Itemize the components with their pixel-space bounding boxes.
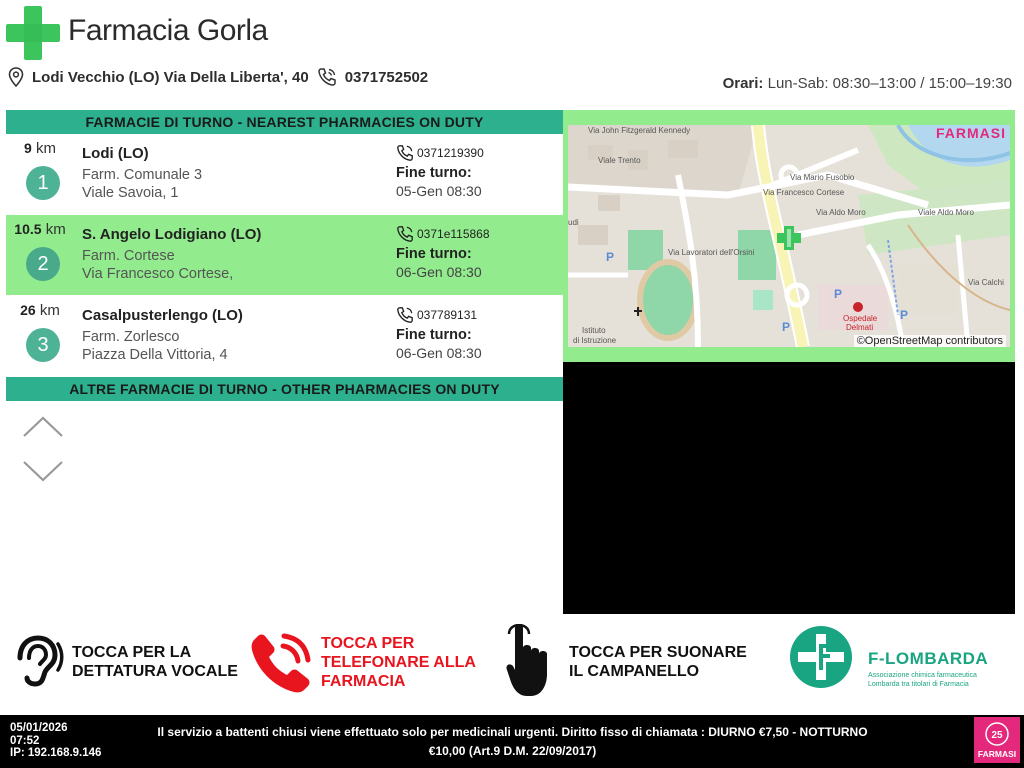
map-street-label: Via Francesco Cortese <box>763 188 845 197</box>
other-pharmacies-header: ALTRE FARMACIE DI TURNO - OTHER PHARMACIES ON DUTY <box>6 377 563 401</box>
video-area <box>563 362 1015 614</box>
pharmacy-street: Piazza Della Vittoria, 4 <box>82 347 228 363</box>
f-lombarda-sub: Associazione chimica farmaceutica <box>868 672 977 679</box>
footer-notice <box>150 723 875 761</box>
end-shift-value: 05-Gen 08:30 <box>396 183 482 199</box>
pharmacy-name: Farm. Cortese <box>82 248 175 264</box>
map-street-label: udi <box>568 218 579 227</box>
map-street-label: Viale Trento <box>598 156 641 165</box>
map-street-label: Via Mario Fusobio <box>790 173 855 182</box>
map-tiles <box>568 125 1010 347</box>
footer <box>0 715 1024 768</box>
pharmacy-phone-number: 0371219390 <box>417 146 484 160</box>
footer-notice-line: Il servizio a battenti chiusi viene effettuato solo per medicinali urgenti. Diritto fisso di chiamata : DIURNO €7,50 - NOTTURNO <box>157 725 868 739</box>
distance-value: 26 <box>20 302 36 318</box>
pharmacy-row-2[interactable] <box>6 215 563 295</box>
phone-icon <box>396 225 414 243</box>
parking-icon: P <box>900 308 909 322</box>
bell-label-line: IL CAMPANELLO <box>569 663 700 680</box>
pharmacy-phone[interactable] <box>396 225 490 243</box>
end-shift-label: Fine turno: <box>396 246 472 262</box>
index-badge: 2 <box>26 247 60 281</box>
phone-number: 0371752502 <box>344 68 429 86</box>
map-poi-label: Ospedale <box>843 314 878 323</box>
hours-value: Lun-Sab: 08:30–13:00 / 15:00–19:30 <box>767 75 1012 92</box>
distance <box>14 140 66 157</box>
f-lombarda-emblem-icon <box>788 624 858 694</box>
scroll-up-button[interactable] <box>22 414 64 438</box>
f-lombarda-logo <box>788 622 1008 692</box>
voice-dictation-label <box>72 643 238 681</box>
distance-value: 9 <box>24 140 32 156</box>
phone-icon <box>396 144 414 162</box>
pharmacy-name: Farm. Comunale 3 <box>82 167 203 183</box>
footer-status <box>10 722 101 760</box>
parking-icon: P <box>834 287 843 301</box>
address-bar <box>8 66 428 88</box>
voice-label-line: TOCCA PER LA <box>72 644 192 661</box>
footer-date: 05/01/2026 <box>10 722 68 734</box>
f-lombarda-sub: Lombarda tra titolari di Farmacia <box>868 681 969 688</box>
farmasi-logo <box>974 717 1020 763</box>
pharmacy-town: S. Angelo Lodigiano (LO) <box>82 226 262 243</box>
chevron-down-icon <box>22 460 64 484</box>
map-street-label: Via Calchi <box>968 278 1004 287</box>
touch-hand-icon <box>505 624 561 700</box>
phone-icon <box>396 306 414 324</box>
distance <box>14 221 66 238</box>
map-poi-label: di Istruzione <box>573 336 617 345</box>
parking-icon: P <box>782 320 791 334</box>
nearest-pharmacies-header: FARMACIE DI TURNO - NEAREST PHARMACIES ON DUTY <box>6 110 563 134</box>
address-text: Lodi Vecchio (LO) Via Della Liberta', 40 <box>32 68 309 86</box>
index-badge: 1 <box>26 166 60 200</box>
opening-hours <box>723 75 1012 92</box>
pharmacy-phone-number: 0371e115868 <box>417 227 490 241</box>
pharmacy-cross-logo <box>6 6 60 60</box>
end-shift-value: 06-Gen 08:30 <box>396 264 482 280</box>
distance <box>14 302 66 319</box>
distance-unit: km <box>45 221 66 238</box>
map-street-label: Via John Fitzgerald Kennedy <box>588 126 691 135</box>
bell-label-line: TOCCA PER SUONARE <box>569 644 747 661</box>
pharmacy-name: Farm. Zorlesco <box>82 329 180 345</box>
map-street-label: Via Lavoratori dell'Orsini <box>668 248 755 257</box>
end-shift-label: Fine turno: <box>396 165 472 181</box>
voice-label-line: DETTATURA VOCALE <box>72 663 238 680</box>
map-street-label: Viale Aldo Moro <box>918 208 974 217</box>
pharmacy-phone[interactable] <box>396 306 477 324</box>
call-label-line: TOCCA PER <box>321 634 415 652</box>
pharmacy-phone-number: 037789131 <box>417 308 478 322</box>
pharmacy-street: Via Francesco Cortese, <box>82 266 234 282</box>
map-poi-label: Delmati <box>846 323 874 332</box>
farmasi-logo-text: FARMASI <box>977 749 1017 759</box>
farmasi-logo-number: 25 <box>991 730 1003 741</box>
hours-label: Orari: <box>722 75 764 92</box>
call-pharmacy-button[interactable] <box>248 622 476 702</box>
map-attribution[interactable]: ©OpenStreetMap contributors <box>854 335 1006 347</box>
pharmacy-row-1[interactable] <box>6 134 563 214</box>
footer-time: 07:52 <box>10 734 40 747</box>
ring-bell-button[interactable] <box>505 622 747 702</box>
phone-ringing-icon <box>248 628 316 696</box>
pharmacy-name: Farmacia Gorla <box>68 14 268 47</box>
call-label-line: FARMACIA <box>321 672 406 690</box>
location-pin-icon <box>8 67 24 87</box>
pharmacy-row-3[interactable] <box>6 296 563 376</box>
end-shift-value: 06-Gen 08:30 <box>396 345 482 361</box>
scroll-down-button[interactable] <box>22 460 64 484</box>
map-street-label: Via Aldo Moro <box>816 208 866 217</box>
chevron-up-icon <box>22 414 64 438</box>
farmasi-map-brand: FARMASI <box>936 125 1006 141</box>
pharmacy-town: Lodi (LO) <box>82 145 149 162</box>
ring-bell-label <box>569 643 747 681</box>
distance-unit: km <box>39 302 60 319</box>
pharmacy-town: Casalpusterlengo (LO) <box>82 307 243 324</box>
end-shift-label: Fine turno: <box>396 327 472 343</box>
pharmacy-phone[interactable] <box>396 144 484 162</box>
ear-icon <box>8 634 66 690</box>
map-poi-label: Istituto <box>582 326 606 335</box>
call-pharmacy-label <box>321 634 476 691</box>
distance-unit: km <box>35 140 56 157</box>
distance-value: 10.5 <box>14 221 42 237</box>
f-lombarda-name: F-LOMBARDA <box>868 649 989 668</box>
call-label-line: TELEFONARE ALLA <box>321 653 476 671</box>
parking-icon: P <box>606 250 615 264</box>
hospital-icon <box>853 302 863 312</box>
phone-icon <box>317 67 337 87</box>
pharmacy-street: Viale Savoia, 1 <box>82 185 179 201</box>
map[interactable] <box>568 125 1010 347</box>
index-badge: 3 <box>26 328 60 362</box>
footer-ip: IP: 192.168.9.146 <box>10 747 102 759</box>
voice-dictation-button[interactable] <box>8 622 238 702</box>
footer-notice-line: €10,00 (Art.9 D.M. 22/09/2017) <box>428 744 597 758</box>
